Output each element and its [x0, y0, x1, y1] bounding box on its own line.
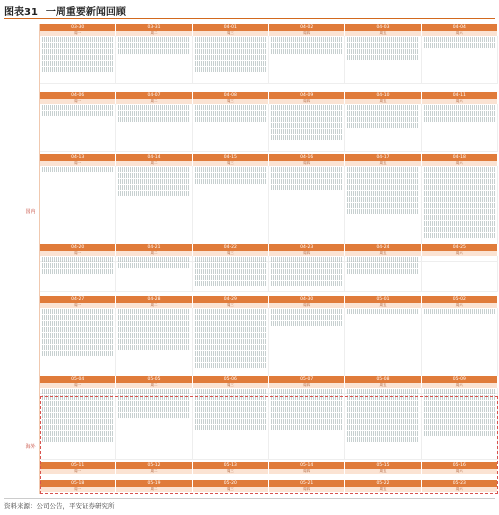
- weekday-cell: 周二: [116, 383, 192, 388]
- weekday-cell: 周一: [40, 487, 116, 492]
- date-cell: 04-03: [345, 24, 421, 31]
- date-cell: 03-31: [116, 24, 192, 31]
- date-cell: 04-22: [193, 244, 269, 251]
- date-cell: 04-23: [269, 244, 345, 251]
- date-cell: 05-06: [193, 376, 269, 383]
- weekday-cell: 周三: [193, 161, 269, 166]
- weekday-cell: 周五: [345, 161, 421, 166]
- date-cell: 05-07: [269, 376, 345, 383]
- weekday-cell: 周一: [40, 99, 116, 104]
- weekday-cell: 周四: [269, 251, 345, 256]
- weekday-cell: 周六: [422, 99, 498, 104]
- weekday-cell: 周三: [193, 383, 269, 388]
- weekday-cell: 周六: [422, 383, 498, 388]
- news-cell: [40, 104, 116, 152]
- date-cell: 05-02: [422, 296, 498, 303]
- news-cell: [269, 36, 345, 84]
- date-cell: 05-13: [193, 462, 269, 469]
- weekday-cell: 周四: [269, 99, 345, 104]
- weekday-cell: 周二: [116, 469, 192, 474]
- date-cell: 04-10: [345, 92, 421, 99]
- weekday-cell: 周六: [422, 303, 498, 308]
- date-cell: 04-15: [193, 154, 269, 161]
- date-cell: 05-15: [345, 462, 421, 469]
- date-cell: 05-01: [345, 296, 421, 303]
- weekday-cell: 周四: [269, 303, 345, 308]
- weekday-cell: 周三: [193, 487, 269, 492]
- news-cell: [345, 36, 421, 84]
- date-cell: 03-30: [40, 24, 116, 31]
- weekday-cell: 周一: [40, 383, 116, 388]
- date-cell: 04-01: [193, 24, 269, 31]
- side-label-overseas: 海外: [22, 399, 40, 494]
- date-header-row: [40, 296, 498, 303]
- date-cell: 05-12: [116, 462, 192, 469]
- date-cell: 04-11: [422, 92, 498, 99]
- news-row: [40, 104, 498, 152]
- side-label-domestic: 国内: [22, 24, 40, 399]
- weekday-cell: 周一: [40, 31, 116, 36]
- weekday-cell: 周六: [422, 161, 498, 166]
- source-note: 资料来源：公司公告，平安证券研究所: [4, 498, 495, 510]
- weekday-cell: 周三: [193, 251, 269, 256]
- date-header-row: [40, 154, 498, 161]
- date-cell: 04-13: [40, 154, 116, 161]
- weekday-cell: 周四: [269, 161, 345, 166]
- weekday-cell: 周六: [422, 469, 498, 474]
- date-cell: 05-05: [116, 376, 192, 383]
- weekday-cell: 周五: [345, 31, 421, 36]
- date-cell: 05-08: [345, 376, 421, 383]
- week-block: [40, 244, 498, 294]
- date-header-row: [40, 24, 498, 31]
- weekday-cell: 周二: [116, 99, 192, 104]
- date-cell: 05-21: [269, 480, 345, 487]
- news-cell: [345, 104, 421, 152]
- weekday-cell: 周五: [345, 99, 421, 104]
- weekday-cell: 周四: [269, 31, 345, 36]
- figure-title: 一周重要新闻回顾: [45, 7, 126, 18]
- weekday-cell: 周五: [345, 383, 421, 388]
- news-cell: [116, 256, 192, 292]
- date-cell: 04-14: [116, 154, 192, 161]
- weekday-cell: 周五: [345, 303, 421, 308]
- date-cell: 04-02: [269, 24, 345, 31]
- weekday-cell: 周二: [116, 161, 192, 166]
- date-cell: 04-24: [345, 244, 421, 251]
- date-cell: 05-04: [40, 376, 116, 383]
- overseas-highlight-box: [40, 396, 498, 494]
- news-row: [40, 256, 498, 292]
- date-cell: 04-25: [422, 244, 498, 251]
- weekday-cell: 周三: [193, 99, 269, 104]
- weekday-cell: 周二: [116, 487, 192, 492]
- news-cell: [116, 104, 192, 152]
- weekday-cell: 周二: [116, 303, 192, 308]
- news-cell: [269, 256, 345, 292]
- news-cell: [193, 256, 269, 292]
- date-cell: 04-08: [193, 92, 269, 99]
- date-cell: 05-16: [422, 462, 498, 469]
- news-cell: [422, 256, 498, 292]
- news-cell: [422, 104, 498, 152]
- weekday-cell: 周四: [269, 487, 345, 492]
- date-cell: 04-28: [116, 296, 192, 303]
- date-cell: 04-04: [422, 24, 498, 31]
- date-cell: 04-09: [269, 92, 345, 99]
- weekday-cell: 周五: [345, 469, 421, 474]
- weekday-cell: 周六: [422, 31, 498, 36]
- weekday-cell: 周一: [40, 303, 116, 308]
- news-cell: [269, 104, 345, 152]
- weekday-cell: 周四: [269, 383, 345, 388]
- date-cell: 04-20: [40, 244, 116, 251]
- date-cell: 04-06: [40, 92, 116, 99]
- weekday-cell: 周六: [422, 487, 498, 492]
- date-cell: 05-18: [40, 480, 116, 487]
- news-table: [22, 24, 498, 494]
- figure-number: 图表31: [4, 7, 38, 18]
- news-cell: [345, 256, 421, 292]
- news-row: [40, 36, 498, 84]
- date-cell: 04-21: [116, 244, 192, 251]
- date-header-row: [40, 376, 498, 383]
- date-header-row: [40, 244, 498, 251]
- weekday-cell: 周三: [193, 31, 269, 36]
- news-cell: [116, 36, 192, 84]
- weekday-cell: 周四: [269, 469, 345, 474]
- date-cell: 05-11: [40, 462, 116, 469]
- date-cell: 04-17: [345, 154, 421, 161]
- date-cell: 04-29: [193, 296, 269, 303]
- weekday-cell: 周六: [422, 251, 498, 256]
- weekday-cell: 周一: [40, 251, 116, 256]
- date-cell: 04-07: [116, 92, 192, 99]
- weekday-cell: 周五: [345, 487, 421, 492]
- weekday-cell: 周五: [345, 251, 421, 256]
- figure-title-row: [4, 3, 495, 19]
- date-cell: 04-27: [40, 296, 116, 303]
- date-cell: 05-09: [422, 376, 498, 383]
- date-cell: 04-16: [269, 154, 345, 161]
- date-cell: 04-18: [422, 154, 498, 161]
- date-cell: 05-14: [269, 462, 345, 469]
- date-cell: 05-20: [193, 480, 269, 487]
- news-cell: [40, 256, 116, 292]
- date-cell: 04-30: [269, 296, 345, 303]
- date-cell: 05-23: [422, 480, 498, 487]
- news-cell: [422, 36, 498, 84]
- week-block: [40, 92, 498, 154]
- date-header-row: [40, 92, 498, 99]
- weekday-cell: 周一: [40, 469, 116, 474]
- weekday-cell: 周二: [116, 251, 192, 256]
- weekday-cell: 周二: [116, 31, 192, 36]
- news-cell: [193, 36, 269, 84]
- news-cell: [40, 36, 116, 84]
- weekday-cell: 周三: [193, 469, 269, 474]
- weekday-cell: 周一: [40, 161, 116, 166]
- news-cell: [193, 104, 269, 152]
- date-cell: 05-19: [116, 480, 192, 487]
- date-cell: 05-22: [345, 480, 421, 487]
- weekday-cell: 周三: [193, 303, 269, 308]
